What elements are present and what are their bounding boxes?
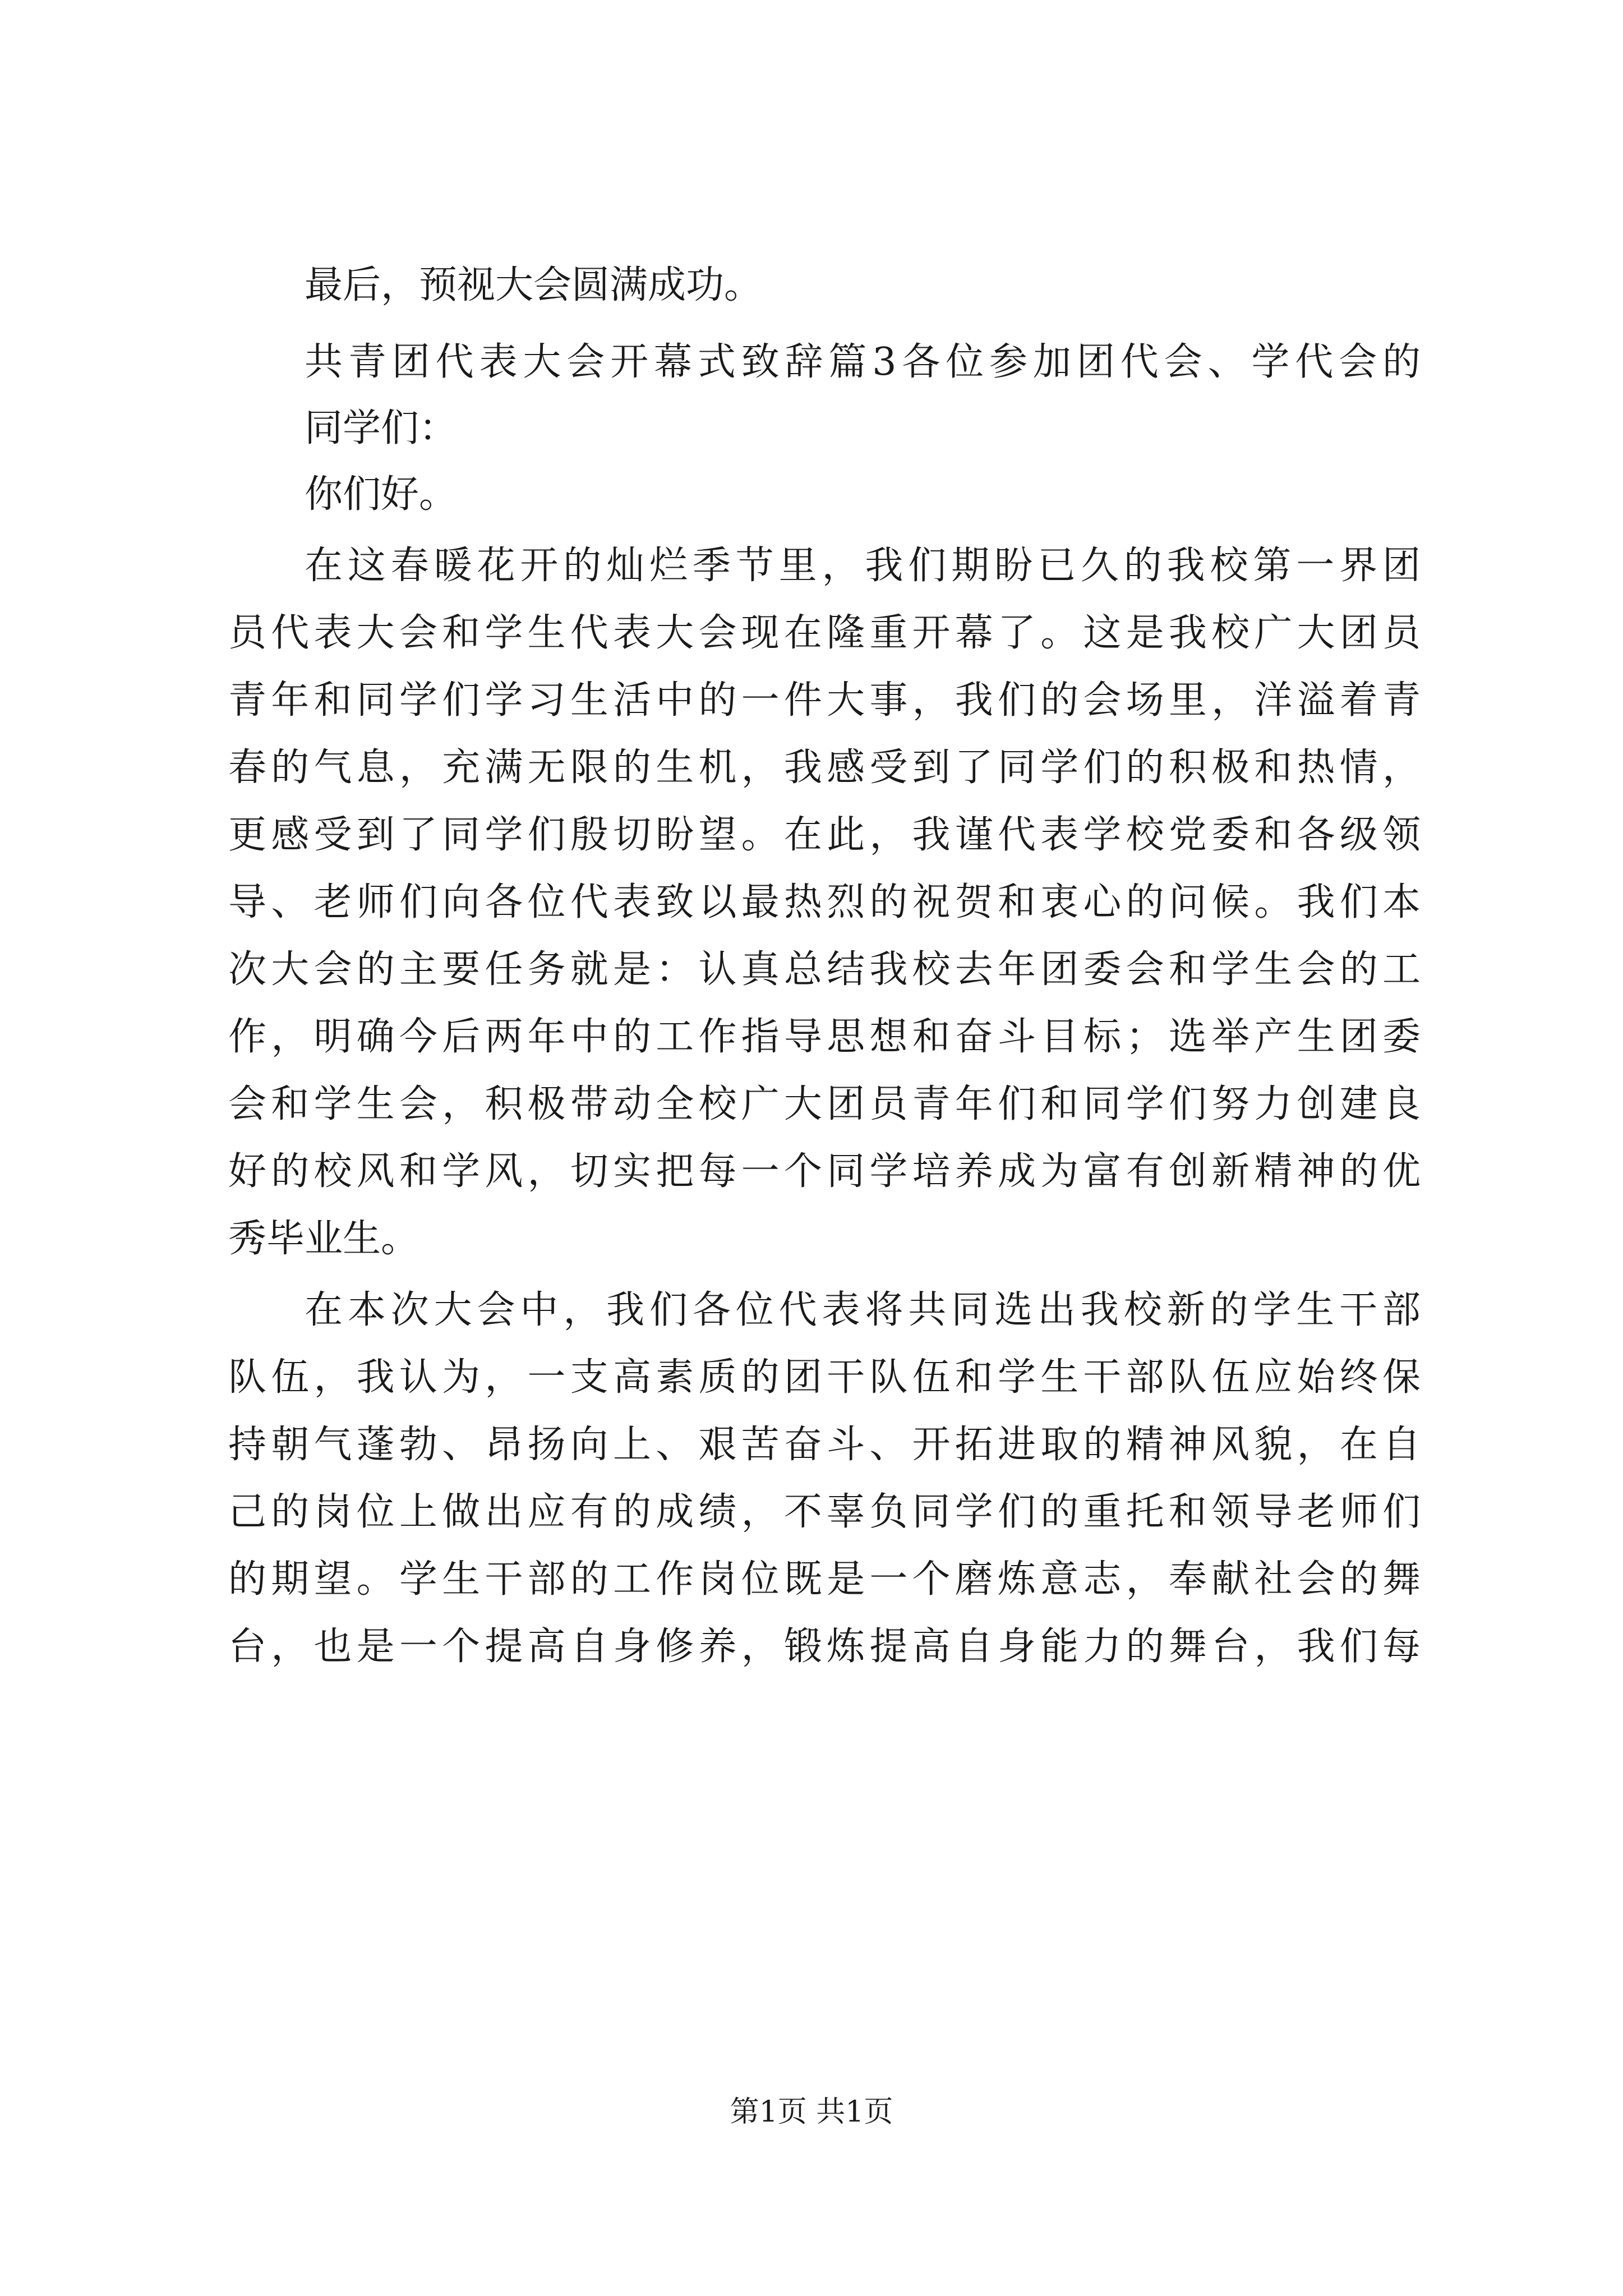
text-line: 你们好。 (305, 472, 458, 517)
text-line: 在这春暖花开的灿烂季节里，我们期盼已久的我校第一界团 (305, 544, 1421, 588)
text-line: 持朝气蓬勃、昂扬向上、艰苦奋斗、开拓进取的精神风貌，在自 (228, 1423, 1421, 1467)
text-line: 春的气息，充满无限的生机，我感受到了同学们的积极和热情， (228, 746, 1421, 790)
text-line: 导、老师们向各位代表致以最热烈的祝贺和衷心的问候。我们本 (228, 880, 1421, 924)
text-line: 会和学生会，积极带动全校广大团员青年们和同学们努力创建良 (228, 1082, 1421, 1126)
text-line: 的期望。学生干部的工作岗位既是一个磨炼意志，奉献社会的舞 (228, 1557, 1421, 1602)
text-line: 青年和同学们学习生活中的一件大事，我们的会场里，洋溢着青 (228, 678, 1421, 723)
text-line: 队伍，我认为，一支高素质的团干队伍和学生干部队伍应始终保 (228, 1355, 1421, 1400)
text-line: 次大会的主要任务就是：认真总结我校去年团委会和学生会的工 (228, 947, 1421, 992)
text-line: 最后，预视大会圆满成功。 (305, 263, 763, 307)
text-line: 作，明确今后两年中的工作指导思想和奋斗目标；选举产生团委 (228, 1015, 1421, 1059)
text-line: 在本次大会中，我们各位代表将共同选出我校新的学生干部 (305, 1288, 1421, 1332)
text-line: 秀毕业生。 (228, 1217, 419, 1261)
text-line: 好的校风和学风，切实把每一个同学培养成为富有创新精神的优 (228, 1149, 1421, 1194)
text-line: 更感受到了同学们殷切盼望。在此，我谨代表学校党委和各级领 (228, 813, 1421, 857)
text-line: 同学们： (305, 406, 458, 450)
text-line: 台，也是一个提高自身修养，锻炼提高自身能力的舞台，我们每 (228, 1625, 1421, 1669)
page-footer: 第1页 共1页 (730, 2095, 893, 2129)
text-line: 员代表大会和学生代表大会现在隆重开幕了。这是我校广大团员 (228, 611, 1421, 655)
text-line: 共青团代表大会开幕式致辞篇3各位参加团代会、学代会的 (305, 340, 1421, 384)
text-line: 己的岗位上做出应有的成绩，不辜负同学们的重托和领导老师们 (228, 1490, 1421, 1534)
